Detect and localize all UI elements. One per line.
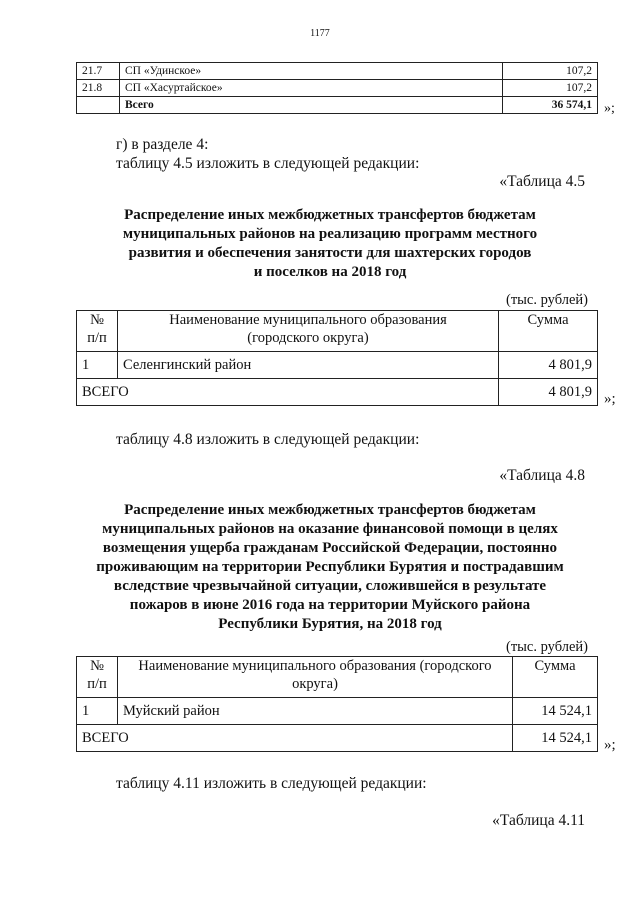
row-number: 1 bbox=[77, 352, 118, 379]
table-48-reference: «Таблица 4.8 bbox=[499, 467, 585, 484]
paragraph-45-intro: таблицу 4.5 изложить в следующей редакции: bbox=[116, 155, 420, 172]
table-row bbox=[77, 698, 598, 725]
header-sum: Сумма bbox=[513, 657, 598, 698]
total-label: ВСЕГО bbox=[77, 379, 499, 406]
table-header-row bbox=[77, 311, 598, 352]
header-name: Наименование муниципального образования (городского округа) bbox=[118, 311, 499, 352]
closing-quote: »; bbox=[604, 101, 615, 116]
total-sum: 4 801,9 bbox=[499, 379, 598, 406]
table-45-title: Распределение иных межбюджетных трансфертов бюджетам муниципальных районов на реализацию программ местного развития и обеспечения занятости для шахтерских городов и поселков на 2018 год bbox=[122, 207, 538, 280]
table-45 bbox=[76, 310, 598, 406]
table-header-row bbox=[77, 657, 598, 698]
table-total-row bbox=[77, 379, 598, 406]
header-name: Наименование муниципального образования (городского округа) bbox=[118, 657, 513, 698]
table-48 bbox=[76, 656, 598, 752]
row-sum: 14 524,1 bbox=[513, 698, 598, 725]
paragraph-48-intro: таблицу 4.8 изложить в следующей редакции: bbox=[116, 431, 420, 448]
row-name: СП «Хасуртайское» bbox=[120, 80, 503, 97]
closing-quote: »; bbox=[604, 391, 616, 407]
row-number: 21.8 bbox=[77, 80, 120, 97]
table-row bbox=[77, 352, 598, 379]
row-name: Селенгинский район bbox=[118, 352, 499, 379]
table-previous bbox=[76, 62, 598, 114]
table-total-row bbox=[77, 97, 598, 114]
paragraph-411-intro: таблицу 4.11 изложить в следующей редакции: bbox=[116, 775, 427, 792]
header-num: № п/п bbox=[77, 657, 118, 698]
row-number: 21.7 bbox=[77, 63, 120, 80]
row-name: Муйский район bbox=[118, 698, 513, 725]
table-total-row bbox=[77, 725, 598, 752]
total-label: ВСЕГО bbox=[77, 725, 513, 752]
closing-quote: »; bbox=[604, 737, 616, 753]
table-45-reference: «Таблица 4.5 bbox=[499, 173, 585, 190]
table-row bbox=[77, 63, 598, 80]
row-sum: 107,2 bbox=[503, 63, 598, 80]
row-number: 1 bbox=[77, 698, 118, 725]
row-sum: 4 801,9 bbox=[499, 352, 598, 379]
table-48-units: (тыс. рублей) bbox=[506, 639, 588, 655]
total-sum: 36 574,1 bbox=[503, 97, 598, 114]
paragraph-g: г) в разделе 4: bbox=[116, 136, 209, 153]
row-sum: 107,2 bbox=[503, 80, 598, 97]
header-sum: Сумма bbox=[499, 311, 598, 352]
table-411-reference: «Таблица 4.11 bbox=[492, 812, 585, 829]
total-sum: 14 524,1 bbox=[513, 725, 598, 752]
table-45-units: (тыс. рублей) bbox=[506, 292, 588, 308]
total-label: Всего bbox=[120, 97, 503, 114]
table-row bbox=[77, 80, 598, 97]
row-name: СП «Удинское» bbox=[120, 63, 503, 80]
table-48-title: Распределение иных межбюджетных трансфертов бюджетам муниципальных районов на оказание финансовой помощи в целях возмещения ущерба гражданам Российской Федерации, постоянно проживающим на территории Республики Бурятия и пострадавшим вследствие чрезвычайной ситуации, сложившейся в результате пожаров в июне 2016 года на территории Муйского района Республики Бурятия, на 2018 год bbox=[96, 502, 564, 632]
page-number: 1177 bbox=[310, 28, 330, 39]
header-num: № п/п bbox=[77, 311, 118, 352]
